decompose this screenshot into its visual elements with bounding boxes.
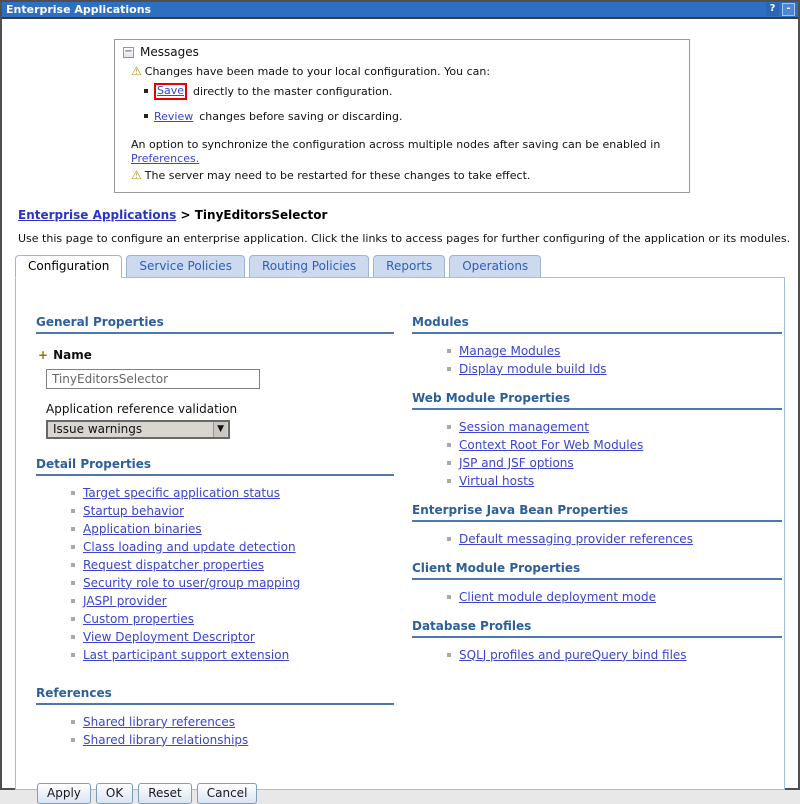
messages-box bbox=[114, 39, 690, 193]
list-item bbox=[71, 523, 394, 536]
reset-button[interactable]: Reset bbox=[138, 783, 192, 804]
section-heading: References bbox=[36, 686, 394, 705]
bullet-icon bbox=[447, 479, 451, 483]
bullet-icon bbox=[71, 545, 75, 549]
section-heading: Enterprise Java Bean Properties bbox=[412, 503, 782, 522]
warning-icon: ⚠ bbox=[131, 64, 142, 78]
property-link[interactable]: Shared library relationships bbox=[83, 732, 249, 747]
list-item bbox=[71, 559, 394, 572]
breadcrumb-parent-link[interactable]: Enterprise Applications bbox=[18, 207, 177, 222]
cancel-button[interactable]: Cancel bbox=[197, 783, 258, 804]
bullet-icon bbox=[447, 349, 451, 353]
property-link[interactable]: Target specific application status bbox=[83, 485, 280, 500]
bullet-icon bbox=[71, 509, 75, 513]
required-marker-icon: + bbox=[38, 347, 49, 362]
property-link[interactable]: SQLJ profiles and pureQuery bind files bbox=[459, 647, 687, 662]
bullet-icon bbox=[71, 653, 75, 657]
tab-reports[interactable]: Reports bbox=[373, 255, 445, 278]
tab-service-policies[interactable]: Service Policies bbox=[126, 255, 245, 278]
restart-warning-line bbox=[131, 169, 681, 182]
ok-button[interactable]: OK bbox=[96, 783, 133, 804]
bullet-icon bbox=[447, 595, 451, 599]
list-item bbox=[71, 595, 394, 608]
list-item bbox=[71, 541, 394, 554]
list-item bbox=[71, 487, 394, 500]
property-link[interactable]: JASPI provider bbox=[83, 593, 167, 608]
review-option-item bbox=[144, 110, 681, 123]
client-module-properties-section bbox=[412, 561, 782, 604]
property-link[interactable]: Startup behavior bbox=[83, 503, 185, 518]
window-titlebar bbox=[2, 2, 798, 19]
messages-body bbox=[123, 65, 681, 182]
bullet-icon bbox=[447, 367, 451, 371]
sync-note-text: An option to synchronize the configuration across multiple nodes after saving can be enabled in bbox=[131, 137, 661, 151]
left-column bbox=[36, 314, 394, 800]
save-link-highlight bbox=[154, 83, 187, 100]
property-link[interactable]: Session management bbox=[459, 419, 589, 434]
review-link[interactable]: Review bbox=[154, 109, 194, 123]
validation-label: Application reference validation bbox=[46, 401, 238, 416]
references-section bbox=[36, 686, 394, 747]
right-column bbox=[412, 315, 782, 789]
list-item bbox=[447, 457, 782, 470]
list-item bbox=[447, 533, 782, 546]
client-module-links bbox=[412, 591, 782, 604]
web-module-links bbox=[412, 421, 782, 488]
name-label: Name bbox=[53, 347, 92, 362]
list-item bbox=[71, 631, 394, 644]
section-heading: Modules bbox=[412, 315, 782, 334]
property-link[interactable]: Request dispatcher properties bbox=[83, 557, 265, 572]
action-button-bar bbox=[36, 783, 394, 804]
messages-header-label: Messages bbox=[140, 45, 199, 59]
tab-configuration[interactable]: Configuration bbox=[15, 255, 122, 278]
configuration-panel bbox=[15, 277, 785, 800]
restart-warning-text: The server may need to be restarted for these changes to take effect. bbox=[144, 168, 531, 182]
database-profiles-section bbox=[412, 619, 782, 662]
bullet-icon bbox=[71, 617, 75, 621]
list-item bbox=[447, 363, 782, 376]
section-heading: Client Module Properties bbox=[412, 561, 782, 580]
breadcrumb-current: TinyEditorsSelector bbox=[194, 207, 328, 222]
property-link[interactable]: Display module build Ids bbox=[459, 361, 607, 376]
list-item bbox=[71, 613, 394, 626]
warning-icon: ⚠ bbox=[131, 167, 142, 182]
bullet-icon bbox=[144, 89, 148, 93]
property-link[interactable]: Context Root For Web Modules bbox=[459, 437, 644, 452]
bullet-icon bbox=[144, 114, 148, 118]
bullet-icon bbox=[71, 738, 75, 742]
window-title: Enterprise Applications bbox=[6, 3, 152, 16]
detail-properties-links bbox=[36, 487, 394, 662]
name-input[interactable] bbox=[46, 369, 260, 389]
property-link[interactable]: Last participant support extension bbox=[83, 647, 290, 662]
list-item bbox=[71, 505, 394, 518]
property-link[interactable]: JSP and JSF options bbox=[459, 455, 574, 470]
property-link[interactable]: Virtual hosts bbox=[459, 473, 535, 488]
list-item bbox=[447, 591, 782, 604]
apply-button[interactable]: Apply bbox=[37, 783, 91, 804]
minimize-icon[interactable]: - bbox=[782, 3, 795, 16]
bullet-icon bbox=[71, 491, 75, 495]
list-item bbox=[71, 734, 394, 747]
property-link[interactable]: View Deployment Descriptor bbox=[83, 629, 255, 644]
property-link[interactable]: Security role to user/group mapping bbox=[83, 575, 301, 590]
collapse-icon[interactable]: − bbox=[124, 45, 133, 57]
bullet-icon bbox=[447, 537, 451, 541]
bullet-icon bbox=[71, 581, 75, 585]
list-item bbox=[71, 577, 394, 590]
bullet-icon bbox=[71, 527, 75, 531]
bullet-icon bbox=[447, 653, 451, 657]
property-link[interactable]: Client module deployment mode bbox=[459, 589, 656, 604]
section-heading: General Properties bbox=[36, 315, 394, 334]
property-link[interactable]: Shared library references bbox=[83, 714, 236, 729]
bullet-icon bbox=[71, 599, 75, 603]
messages-options-list bbox=[144, 83, 681, 123]
property-link[interactable]: Application binaries bbox=[83, 521, 202, 536]
page-description: Use this page to configure an enterprise application. Click the links to access pages for further configuring of the application or its modules. bbox=[18, 231, 791, 245]
general-properties-section bbox=[36, 315, 394, 439]
section-heading: Detail Properties bbox=[36, 457, 394, 476]
save-option-text: directly to the master configuration. bbox=[193, 84, 393, 98]
preferences-link[interactable]: Preferences. bbox=[131, 151, 200, 165]
property-link[interactable]: Manage Modules bbox=[459, 343, 561, 358]
save-option-item bbox=[144, 83, 681, 100]
web-module-properties-section bbox=[412, 391, 782, 488]
sync-note bbox=[131, 138, 681, 165]
modules-links bbox=[412, 345, 782, 376]
list-item bbox=[447, 421, 782, 434]
list-item bbox=[447, 439, 782, 452]
bullet-icon bbox=[71, 720, 75, 724]
ejb-properties-section bbox=[412, 503, 782, 546]
name-label-row bbox=[38, 348, 394, 362]
list-item bbox=[71, 649, 394, 662]
save-link[interactable]: Save bbox=[157, 84, 185, 97]
section-heading: Web Module Properties bbox=[412, 391, 782, 410]
tab-routing-policies[interactable]: Routing Policies bbox=[249, 255, 369, 278]
messages-header bbox=[123, 45, 681, 59]
bullet-icon bbox=[447, 443, 451, 447]
property-link[interactable]: Class loading and update detection bbox=[83, 539, 296, 554]
bullet-icon bbox=[71, 635, 75, 639]
validation-selected-value: Issue warnings bbox=[53, 422, 143, 437]
property-link[interactable]: Default messaging provider references bbox=[459, 531, 693, 546]
list-item bbox=[447, 345, 782, 358]
help-icon[interactable]: ? bbox=[766, 3, 779, 16]
modules-section bbox=[412, 315, 782, 376]
detail-properties-section bbox=[36, 457, 394, 662]
dropdown-arrow-icon: ▼ bbox=[213, 422, 227, 437]
breadcrumb-separator: > bbox=[180, 207, 191, 222]
list-item bbox=[71, 716, 394, 729]
changes-warning-line bbox=[131, 65, 681, 78]
references-links bbox=[36, 716, 394, 747]
tab-bar bbox=[15, 255, 798, 277]
tab-operations[interactable]: Operations bbox=[449, 255, 541, 278]
database-profiles-links bbox=[412, 649, 782, 662]
changes-warning-text: Changes have been made to your local configuration. You can: bbox=[144, 65, 491, 78]
list-item bbox=[447, 475, 782, 488]
bullet-icon bbox=[447, 425, 451, 429]
ejb-links bbox=[412, 533, 782, 546]
bullet-icon bbox=[447, 461, 451, 465]
list-item bbox=[447, 649, 782, 662]
property-link[interactable]: Custom properties bbox=[83, 611, 195, 626]
window-controls bbox=[766, 3, 795, 16]
validation-select[interactable] bbox=[46, 420, 230, 439]
section-heading: Database Profiles bbox=[412, 619, 782, 638]
bullet-icon bbox=[71, 563, 75, 567]
review-option-text: changes before saving or discarding. bbox=[199, 109, 403, 123]
breadcrumb bbox=[18, 208, 798, 222]
